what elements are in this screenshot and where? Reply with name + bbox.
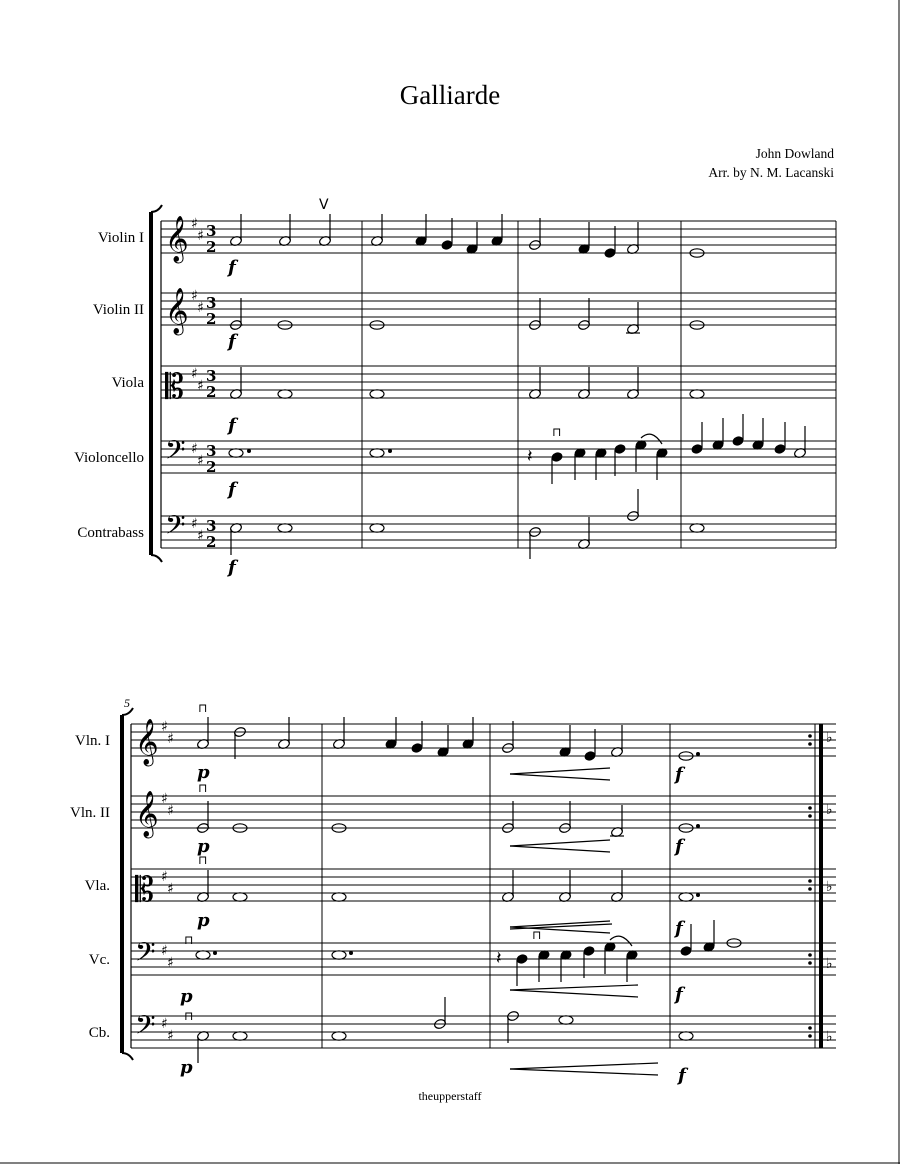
svg-text:♯: ♯	[167, 881, 174, 897]
svg-text:♭: ♭	[826, 956, 833, 972]
instrument-label: Viola	[111, 375, 144, 391]
notes-contrabass-s2	[196, 997, 693, 1075]
down-bow-icon: ⊓	[184, 1009, 194, 1023]
dynamic-piano: p	[180, 986, 193, 1007]
svg-text:♯: ♯	[197, 453, 204, 469]
dynamic-forte: f	[228, 331, 236, 352]
svg-text:2: 2	[206, 458, 217, 476]
dynamic-forte: f	[228, 479, 236, 500]
svg-text:♯: ♯	[197, 528, 204, 544]
svg-text:♯: ♯	[167, 731, 174, 747]
svg-text:♯: ♯	[191, 216, 198, 232]
svg-text:♭: ♭	[826, 879, 833, 895]
staff-violin-2-s2	[131, 796, 836, 828]
dynamic-forte: f	[228, 415, 236, 436]
dynamic-forte: f	[228, 557, 236, 578]
instrument-label: Violin II	[92, 302, 144, 318]
system-2	[70, 696, 836, 1086]
svg-text:2: 2	[206, 238, 217, 256]
down-bow-icon: ⊓	[184, 933, 194, 947]
down-bow-icon: ⊓	[198, 781, 208, 795]
instrument-label: Vc.	[88, 952, 110, 968]
notes-violin-2-s2	[196, 801, 699, 852]
alto-clef-icon: 𝄡	[135, 870, 154, 910]
key-signatures-s2	[161, 719, 174, 1044]
arranger-credit: Arr. by N. M. Lacanski	[708, 165, 834, 180]
staff-violin-2	[161, 293, 836, 325]
svg-text:♯: ♯	[161, 791, 168, 807]
svg-text:♯: ♯	[161, 1016, 168, 1032]
svg-text:2: 2	[206, 383, 217, 401]
down-bow-icon: ⊓	[552, 425, 562, 439]
svg-text:2: 2	[206, 533, 217, 551]
svg-text:♯: ♯	[197, 228, 204, 244]
notes-viola-s1	[229, 367, 704, 400]
bass-clef-icon: 𝄢	[135, 936, 156, 974]
svg-text:3: 3	[206, 294, 217, 312]
composer-credit: John Dowland	[755, 146, 834, 161]
staff-contrabass	[161, 516, 836, 548]
svg-text:♯: ♯	[197, 300, 204, 316]
instrument-label: Vln. I	[75, 733, 110, 749]
alto-clef-icon: 𝄡	[165, 367, 184, 407]
treble-clef-icon: 𝄞	[135, 719, 159, 765]
svg-text:♭: ♭	[826, 1029, 833, 1045]
svg-text:♭: ♭	[826, 730, 833, 746]
svg-text:♯: ♯	[167, 955, 174, 971]
up-bow-icon: V	[319, 197, 329, 213]
svg-text:3: 3	[206, 517, 217, 535]
dynamic-piano: p	[197, 910, 210, 931]
dynamic-piano: p	[197, 762, 210, 783]
repeat-dots	[808, 734, 812, 1038]
svg-text:♯: ♯	[197, 378, 204, 394]
svg-text:3: 3	[206, 367, 217, 385]
quarter-rest-icon: 𝄽	[496, 948, 502, 969]
dynamic-forte: f	[675, 764, 683, 785]
down-bow-icon: ⊓	[532, 928, 542, 942]
svg-text:3: 3	[206, 222, 217, 240]
staff-violoncello-s2	[131, 943, 836, 975]
staff-viola-s2	[131, 869, 836, 901]
system-1	[74, 197, 836, 578]
dynamic-forte: f	[678, 1065, 686, 1086]
key-signatures	[191, 216, 204, 544]
bass-clef-icon: 𝄢	[165, 509, 186, 547]
svg-text:♯: ♯	[191, 366, 198, 382]
score-title: Galliarde	[399, 80, 501, 110]
dynamic-forte: f	[675, 918, 683, 939]
instrument-label: Cb.	[88, 1025, 110, 1041]
treble-clef-icon: 𝄞	[165, 216, 189, 262]
dynamic-forte: f	[675, 984, 683, 1005]
quarter-rest-icon: 𝄽	[527, 446, 533, 467]
dynamic-piano: p	[197, 836, 210, 857]
svg-text:♯: ♯	[167, 803, 174, 819]
down-bow-icon: ⊓	[198, 853, 208, 867]
dynamic-forte: f	[675, 836, 683, 857]
svg-text:♯: ♯	[191, 288, 198, 304]
footer-credit: theupperstaff	[418, 1089, 482, 1103]
svg-text:♯: ♯	[161, 943, 168, 959]
dynamic-forte: f	[228, 257, 236, 278]
svg-text:♯: ♯	[191, 516, 198, 532]
treble-clef-icon: 𝄞	[165, 288, 189, 334]
svg-text:♭: ♭	[826, 802, 833, 818]
down-bow-icon: ⊓	[198, 701, 208, 715]
dynamic-piano: p	[180, 1057, 193, 1078]
notes-violin-2-s1	[229, 298, 704, 335]
time-signatures	[206, 222, 216, 551]
instrument-label: Contrabass	[77, 525, 144, 541]
svg-text:♯: ♯	[161, 869, 168, 885]
staff-violoncello	[161, 441, 836, 473]
bass-clef-icon: 𝄢	[135, 1009, 156, 1047]
svg-text:2: 2	[206, 310, 217, 328]
instrument-label: Violoncello	[74, 450, 144, 466]
instrument-label: Violin I	[97, 230, 144, 246]
bass-clef-icon: 𝄢	[165, 434, 186, 472]
instrument-label: Vla.	[84, 878, 110, 894]
svg-text:♯: ♯	[161, 719, 168, 735]
courtesy-key-flat	[826, 730, 833, 1045]
svg-text:♯: ♯	[191, 441, 198, 457]
measure-number: 5	[124, 696, 130, 710]
svg-text:3: 3	[206, 442, 217, 460]
staff-viola	[161, 366, 836, 398]
instrument-label: Vln. II	[70, 805, 110, 821]
svg-text:♯: ♯	[167, 1028, 174, 1044]
treble-clef-icon: 𝄞	[135, 791, 159, 837]
